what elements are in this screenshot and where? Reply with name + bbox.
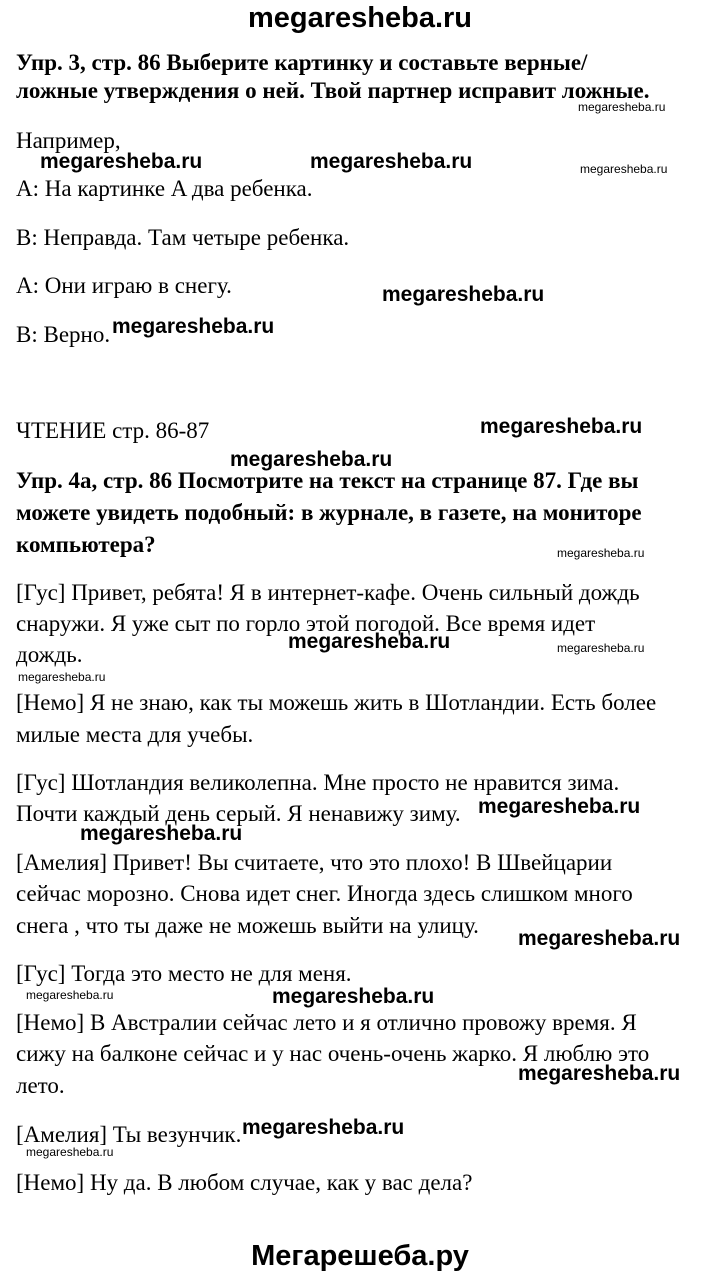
- text-line: [Немо] Я не знаю, как ты можешь жить в Шотландии. Есть более: [16, 690, 657, 715]
- watermark: megaresheba.ru: [557, 641, 645, 655]
- watermark: megaresheba.ru: [518, 927, 681, 950]
- watermark: megaresheba.ru: [288, 630, 451, 653]
- text-line: сейчас морозно. Снова идет снег. Иногда здесь слишком много: [16, 881, 633, 906]
- watermark: megaresheba.ru: [26, 988, 114, 1002]
- text-line: Почти каждый день серый. Я ненавижу зиму.: [16, 801, 461, 826]
- watermark: megaresheba.ru: [112, 315, 275, 338]
- watermark: megaresheba.ru: [382, 283, 545, 306]
- text-line: [Немо] Ну да. В любом случае, как у вас дела?: [16, 1170, 473, 1195]
- watermark: megaresheba.ru: [580, 162, 668, 176]
- watermark: megaresheba.ru: [230, 448, 393, 471]
- ex3-dialogue-line-1: A: На картинке A два ребенка.: [16, 176, 313, 201]
- watermark: megaresheba.ru: [242, 1116, 405, 1139]
- reading-section-title: ЧТЕНИЕ стр. 86-87: [16, 418, 210, 443]
- ex3-dialogue-line-2: B: Неправда. Там четыре ребенка.: [16, 225, 350, 250]
- ex3-title-line-1: Упр. 3, стр. 86 Выберите картинку и составьте верные/: [16, 50, 588, 75]
- text-line: сижу на балконе сейчас и у нас очень-очень жарко. Я люблю это: [16, 1041, 650, 1066]
- text-line: снега , что ты даже не можешь выйти на улицу.: [16, 913, 479, 938]
- text-line: [Амелия] Ты везунчик.: [16, 1122, 242, 1147]
- watermark: megaresheba.ru: [310, 150, 473, 173]
- text-line: [Амелия] Привет! Вы считаете, что это плохо! В Швейцарии: [16, 850, 613, 875]
- text-line: [Гус] Шотландия великолепна. Мне просто не нравится зима.: [16, 770, 620, 795]
- ex3-dialogue-line-3: A: Они играю в снегу.: [16, 273, 232, 298]
- ex3-title-line-2: ложные утверждения о ней. Твой партнер исправит ложные.: [16, 78, 650, 103]
- site-header-title[interactable]: megaresheba.ru: [247, 2, 473, 34]
- text-line: [Немо] В Австралии сейчас лето и я отлично провожу время. Я: [16, 1010, 637, 1035]
- ex3-intro: Например,: [16, 128, 121, 153]
- watermark: megaresheba.ru: [80, 822, 243, 845]
- site-footer-title[interactable]: Мегарешеба.ру: [251, 1240, 469, 1272]
- ex4a-title-line-1: Упр. 4а, стр. 86 Посмотрите на текст на странице 87. Где вы: [16, 468, 639, 493]
- ex3-dialogue-line-4: B: Верно.: [16, 322, 111, 347]
- watermark: megaresheba.ru: [478, 795, 641, 818]
- text-line: снаружи. Я уже сыт по горло этой погодой. Все время идет: [16, 611, 596, 636]
- watermark: megaresheba.ru: [40, 150, 203, 173]
- text-line: лето.: [16, 1073, 65, 1098]
- watermark: megaresheba.ru: [272, 985, 435, 1008]
- ex4a-title-line-2: можете увидеть подобный: в журнале, в газете, на мониторе: [16, 500, 642, 525]
- watermark: megaresheba.ru: [518, 1062, 681, 1085]
- watermark: megaresheba.ru: [578, 100, 666, 114]
- text-line: милые места для учебы.: [16, 722, 254, 747]
- watermark: megaresheba.ru: [18, 670, 106, 684]
- watermark: megaresheba.ru: [557, 546, 645, 560]
- text-line: [Гус] Тогда это место не для меня.: [16, 961, 352, 986]
- watermark: megaresheba.ru: [480, 415, 643, 438]
- text-line: [Гус] Привет, ребята! Я в интернет-кафе. Очень сильный дождь: [16, 580, 640, 605]
- watermark: megaresheba.ru: [26, 1145, 114, 1159]
- text-line: дождь.: [16, 642, 83, 667]
- ex4a-title-line-3: компьютера?: [16, 532, 156, 557]
